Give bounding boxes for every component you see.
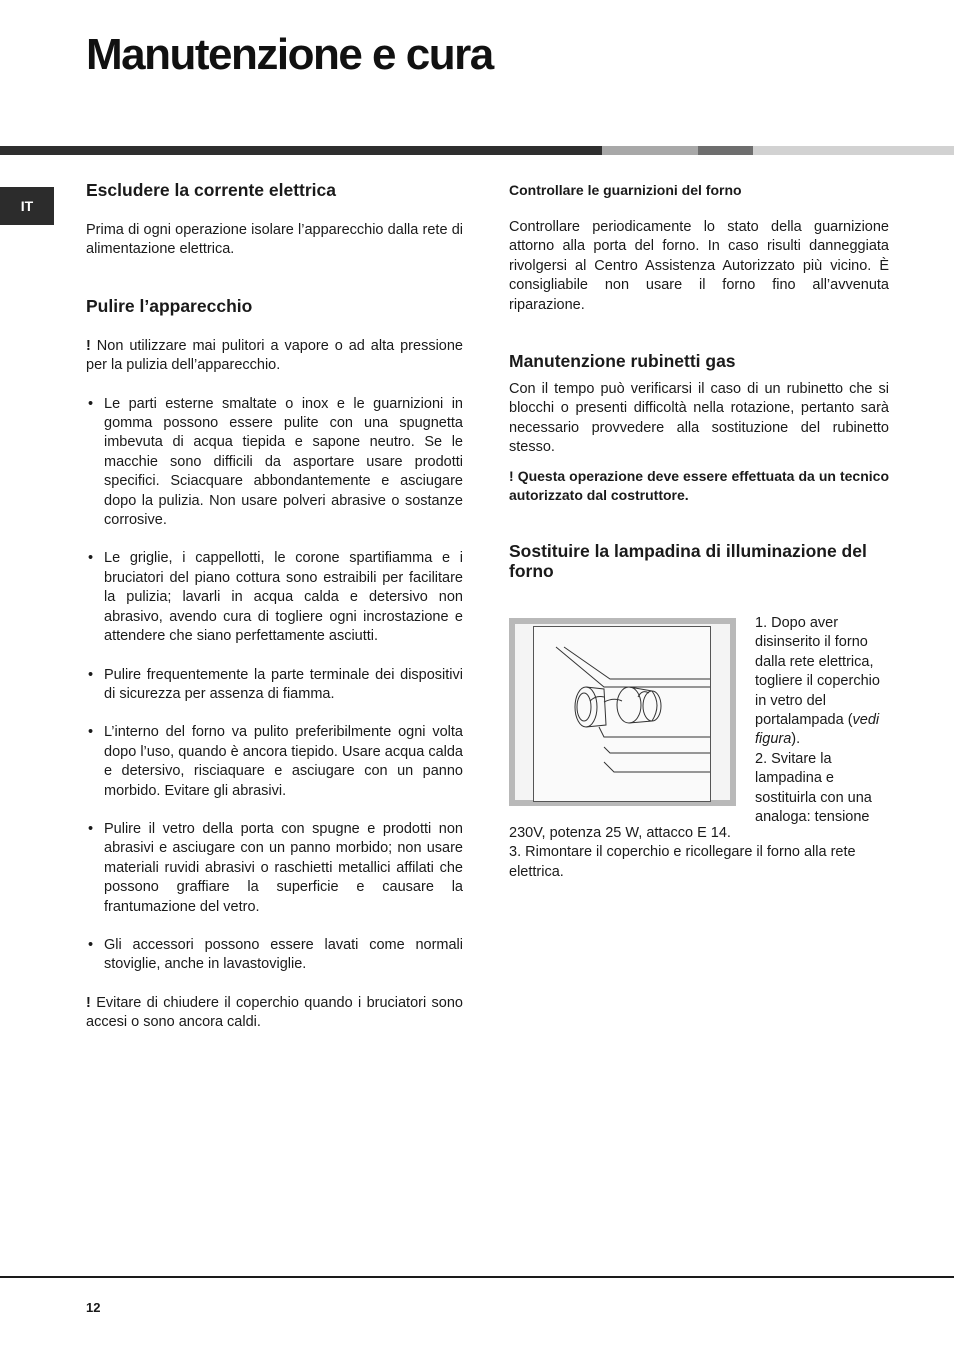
section-heading-seals: Controllare le guarnizioni del forno bbox=[509, 182, 742, 198]
lamp-figure bbox=[509, 618, 736, 806]
header-rule-dark-segment bbox=[0, 146, 602, 155]
left-column bbox=[86, 178, 463, 1033]
step-1-italic: vedi figura bbox=[755, 712, 880, 748]
page-number: 12 bbox=[86, 1300, 101, 1315]
language-tab: IT bbox=[0, 187, 54, 225]
step-3-text: 3. Rimontare il coperchio e ricollegare il forno alla rete elettrica. bbox=[509, 844, 856, 880]
gas-taps-note: ! Questa operazione deve essere effettuata da un tecnico autorizzato dal costruttore. bbox=[509, 467, 889, 504]
section-text-seals: Controllare periodicamente lo stato della guarnizione attorno alla porta del forno. In caso risulti danneggiata rivolgersi al Centro Assistenza Autorizzato più vicino. È consigliabile non usare il forno fino all’avvenuta riparazione. bbox=[509, 219, 889, 313]
section-text-gas-taps: Con il tempo può verificarsi il caso di un rubinetto che si blocchi o presenti difficoltà nella rotazione, pertanto sarà necessario provvedere alla sostituzione del rubinetto stesso. bbox=[509, 381, 889, 456]
section-heading-lamp: Sostituire la lampadina di illuminazione del forno bbox=[509, 541, 867, 582]
step-1-text: 1. Dopo aver disinserito il forno dalla rete elettrica, togliere il coperchio in vetro del portalampada ( bbox=[755, 615, 880, 729]
lamp-holder-drawing bbox=[534, 627, 710, 801]
header-rule-mid-segment bbox=[602, 146, 698, 155]
lamp-steps-below-figure bbox=[509, 824, 889, 882]
section-heading-cleaning: Pulire l’apparecchio bbox=[86, 295, 253, 316]
list-item: • Pulire frequentemente la parte terminale dei dispositivi di sicurezza per assenza di fiamma. bbox=[86, 666, 463, 705]
list-item: • Pulire il vetro della porta con spugne e prodotti non abrasivi e asciugare con un panno morbido; non usare materiali ruvidi abrasivi o raschietti metallici affilati che possono graffiare la superficie e causare la frantumazione del vetro. bbox=[86, 820, 463, 917]
warning-mark: ! bbox=[86, 337, 91, 354]
step-2-continued: 230V, potenza 25 W, attacco E 14. bbox=[509, 825, 731, 841]
cleaning-warning-text: Non utilizzare mai pulitori a vapore o ad alta pressione per la pulizia dell’apparecchio. bbox=[86, 337, 463, 374]
header-rule-light-segment bbox=[753, 146, 954, 155]
oven-cavity-illustration bbox=[533, 626, 711, 802]
closing-warning bbox=[86, 994, 463, 1033]
step-2-text: 2. Svitare la lampadina e sostituirla con una analoga: tensione bbox=[755, 750, 872, 826]
section-heading-gas-taps: Manutenzione rubinetti gas bbox=[509, 351, 736, 372]
closing-warning-text: Evitare di chiudere il coperchio quando i bruciatori sono accesi o sono ancora caldi. bbox=[86, 994, 463, 1031]
right-column bbox=[509, 178, 889, 898]
list-item: • Le griglie, i cappellotti, le corone spartifiamma e i bruciatori del piano cottura sono estraibili per facilitare la pulizia; lavarli in acqua calda e detersivo non abrasivo, avendo cura di togliere ogni incrostazione e attendere che siano perfettamente asciutti. bbox=[86, 549, 463, 646]
footer-rule bbox=[0, 1276, 954, 1278]
lamp-steps-beside-figure bbox=[755, 614, 889, 827]
list-item: • Gli accessori possono essere lavati come normali stoviglie, anche in lavastoviglie. bbox=[86, 936, 463, 975]
section-heading-disconnect: Escludere la corrente elettrica bbox=[86, 180, 336, 200]
cleaning-warning bbox=[86, 337, 463, 376]
warning-mark: ! bbox=[86, 994, 91, 1011]
lamp-figure-inner bbox=[515, 624, 730, 800]
header-rule-dark2-segment bbox=[698, 146, 753, 155]
step-1-end: ). bbox=[791, 731, 801, 748]
section-text-disconnect: Prima di ogni operazione isolare l’apparecchio dalla rete di alimentazione elettrica. bbox=[86, 222, 463, 258]
page-title: Manutenzione e cura bbox=[86, 30, 493, 79]
list-item: • Le parti esterne smaltate o inox e le guarnizioni in gomma possono essere pulite con una spugnetta imbevuta di acqua tiepida e sapone neutro. Se le macchie sono difficili da asportare usare prodotti specifici. Sciacquare abbondantemente e asciugare dopo la pulizia. Non usare polveri abrasive o sostanze corrosive. bbox=[86, 395, 463, 531]
list-item: • L’interno del forno va pulito preferibilmente ogni volta dopo l’uso, quando è ancora tiepido. Usare acqua calda e detersivo, risciaquare e asciugare con un panno morbido. Evitare gli abrasivi. bbox=[86, 723, 463, 801]
